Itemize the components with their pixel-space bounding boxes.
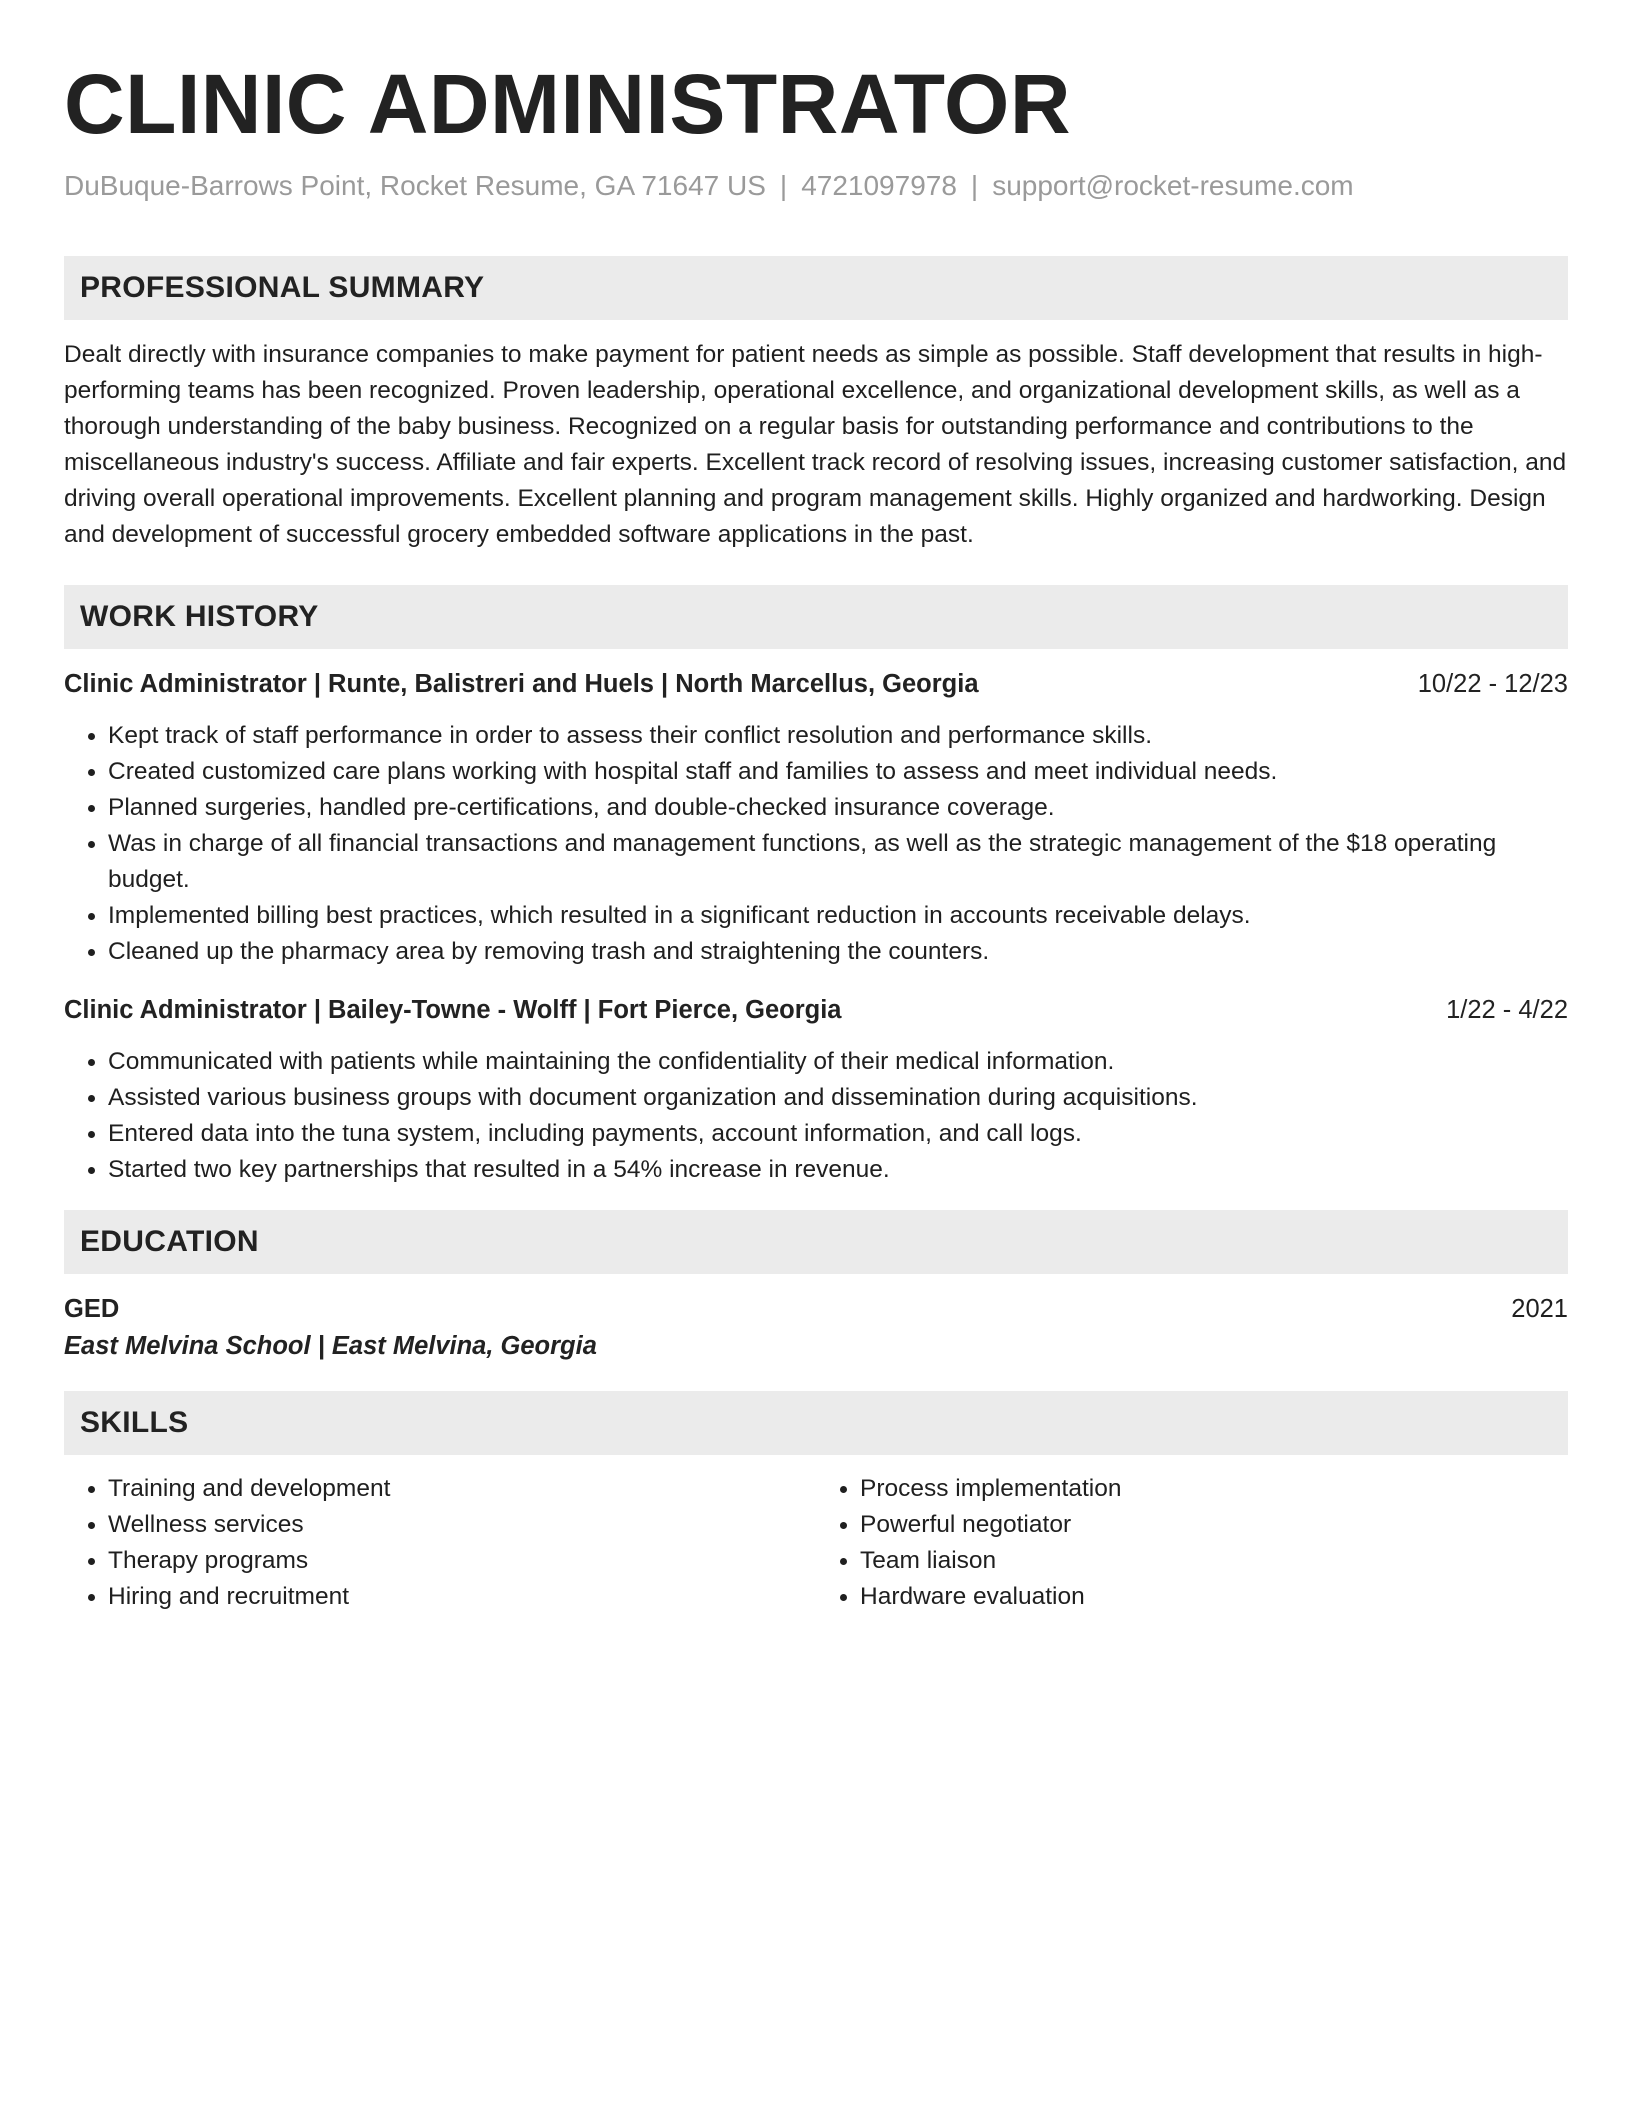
job-bullet: • Implemented billing best practices, which resulted in a significant reduction in accounts receivable delays. — [108, 898, 1568, 934]
education-degree: GED — [64, 1295, 120, 1323]
education-header — [64, 1291, 1568, 1327]
job-bullet: • Planned surgeries, handled pre-certifications, and double-checked insurance coverage. — [108, 790, 1568, 826]
job-bullet: • Was in charge of all financial transactions and management functions, as well as the strategic management of the $18 operating budget. — [108, 826, 1568, 898]
job-bullets — [64, 718, 1568, 970]
work-history-heading: WORK HISTORY — [64, 585, 1568, 649]
job-entry — [64, 992, 1568, 1188]
contact-email: support@rocket-resume.com — [992, 170, 1354, 201]
skill-item: • Training and development — [108, 1471, 816, 1507]
job-dates: 1/22 - 4/22 — [1446, 996, 1568, 1024]
job-bullet: • Entered data into the tuna system, including payments, account information, and call logs. — [108, 1116, 1568, 1152]
job-bullet: • Created customized care plans working with hospital staff and families to assess and meet individual needs. — [108, 754, 1568, 790]
contact-separator: | — [779, 170, 788, 201]
skill-item: • Wellness services — [108, 1507, 816, 1543]
skill-item: • Therapy programs — [108, 1543, 816, 1579]
candidate-name: CLINIC ADMINISTRATOR — [64, 57, 1072, 151]
job-title: Clinic Administrator | Bailey-Towne - Wolff | Fort Pierce, Georgia — [64, 996, 842, 1024]
skills-grid — [64, 1471, 1568, 1615]
job-dates: 10/22 - 12/23 — [1417, 670, 1568, 698]
skill-item: • Process implementation — [860, 1471, 1568, 1507]
skill-item: • Team liaison — [860, 1543, 1568, 1579]
job-bullet: • Started two key partnerships that resulted in a 54% increase in revenue. — [108, 1152, 1568, 1188]
contact-line — [64, 168, 1568, 204]
education-year: 2021 — [1511, 1295, 1568, 1323]
education-school: East Melvina School | East Melvina, Georgia — [64, 1332, 597, 1360]
skills-column-right — [816, 1471, 1568, 1615]
education-heading: EDUCATION — [64, 1210, 1568, 1274]
summary-text: Dealt directly with insurance companies to make payment for patient needs as simple as possible. Staff development that results in high-performing teams has been recognized. Proven leadership, operational excellence, and organizational development skills, as well as a thorough understanding of the baby business. Recognized on a regular basis for outstanding performance and contributions to the miscellaneous industry's success. Affiliate and fair experts. Excellent track record of resolving issues, increasing customer satisfaction, and driving overall operational improvements. Excellent planning and program management skills. Highly organized and hardworking. Design and development of successful grocery embedded software applications in the past. — [64, 341, 1567, 548]
job-header — [64, 666, 1568, 702]
contact-separator: | — [970, 170, 979, 201]
job-header — [64, 992, 1568, 1028]
job-bullet: • Kept track of staff performance in order to assess their conflict resolution and performance skills. — [108, 718, 1568, 754]
skill-item: • Powerful negotiator — [860, 1507, 1568, 1543]
skills-column-left — [64, 1471, 816, 1615]
job-bullet: • Assisted various business groups with document organization and dissemination during acquisitions. — [108, 1080, 1568, 1116]
job-title: Clinic Administrator | Runte, Balistreri and Huels | North Marcellus, Georgia — [64, 670, 979, 698]
skill-item: • Hardware evaluation — [860, 1579, 1568, 1615]
skill-item: • Hiring and recruitment — [108, 1579, 816, 1615]
job-bullets — [64, 1044, 1568, 1188]
job-bullet: • Communicated with patients while maintaining the confidentiality of their medical information. — [108, 1044, 1568, 1080]
summary-heading: PROFESSIONAL SUMMARY — [64, 256, 1568, 320]
contact-phone: 4721097978 — [801, 170, 957, 201]
skills-heading: SKILLS — [64, 1391, 1568, 1455]
job-entry — [64, 666, 1568, 970]
job-bullet: • Cleaned up the pharmacy area by removing trash and straightening the counters. — [108, 934, 1568, 970]
contact-address: DuBuque-Barrows Point, Rocket Resume, GA 71647 US — [64, 170, 766, 201]
